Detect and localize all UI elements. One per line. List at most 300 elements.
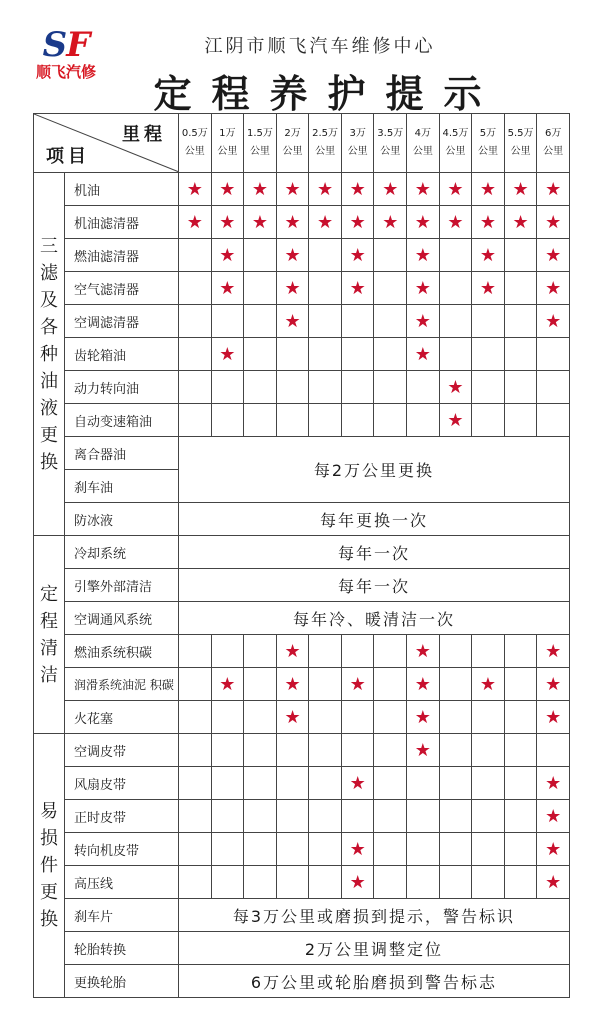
star-icon: ★	[219, 343, 236, 365]
table-row	[34, 668, 570, 701]
interval-note: 每年一次	[179, 569, 570, 602]
star-icon: ★	[545, 772, 562, 794]
schedule-cell	[374, 767, 407, 800]
schedule-cell	[537, 338, 570, 371]
table-row	[34, 767, 570, 800]
group-label: 三滤及各种油液更换	[40, 235, 58, 473]
mileage-unit: 公里	[347, 146, 368, 157]
schedule-cell	[407, 305, 440, 338]
schedule-cell	[341, 767, 374, 800]
schedule-cell	[439, 767, 472, 800]
schedule-cell	[537, 371, 570, 404]
schedule-cell	[244, 767, 277, 800]
item-label: 项目	[46, 146, 90, 167]
table-row	[34, 899, 570, 932]
schedule-cell	[374, 371, 407, 404]
mileage-column-header	[309, 114, 342, 173]
schedule-cell	[537, 734, 570, 767]
schedule-cell	[537, 305, 570, 338]
star-icon: ★	[284, 178, 301, 200]
schedule-cell	[504, 305, 537, 338]
schedule-cell	[472, 833, 505, 866]
star-icon: ★	[219, 178, 236, 200]
schedule-cell	[211, 866, 244, 899]
schedule-cell	[439, 734, 472, 767]
item-name: 空调滤清器	[65, 305, 179, 338]
company-name: 江阴市顺飞汽车维修中心	[204, 36, 436, 57]
schedule-cell	[211, 239, 244, 272]
schedule-cell	[244, 800, 277, 833]
schedule-cell	[309, 206, 342, 239]
table-row	[34, 734, 570, 767]
item-name: 机油	[65, 173, 179, 206]
schedule-cell	[374, 404, 407, 437]
star-icon: ★	[479, 277, 497, 299]
item-name: 引擎外部清洁	[65, 569, 179, 602]
mileage-unit: 公里	[249, 146, 270, 157]
interval-note: 每3万公里或磨损到提示，警告标识	[179, 899, 570, 932]
schedule-cell	[341, 701, 374, 734]
mileage-column-header	[537, 114, 570, 173]
schedule-cell	[504, 866, 537, 899]
schedule-cell	[276, 404, 309, 437]
item-name: 转向机皮带	[65, 833, 179, 866]
item-name: 刹车片	[65, 899, 179, 932]
schedule-cell	[211, 338, 244, 371]
schedule-cell	[309, 866, 342, 899]
schedule-cell	[537, 635, 570, 668]
schedule-cell	[309, 305, 342, 338]
item-name: 高压线	[65, 866, 179, 899]
schedule-cell	[309, 800, 342, 833]
star-icon: ★	[545, 277, 562, 299]
schedule-cell	[211, 272, 244, 305]
schedule-cell	[276, 371, 309, 404]
schedule-cell	[179, 371, 212, 404]
schedule-cell	[504, 206, 537, 239]
star-icon: ★	[186, 178, 203, 200]
schedule-cell	[472, 404, 505, 437]
schedule-cell	[504, 800, 537, 833]
schedule-cell	[407, 767, 440, 800]
mileage-column-header	[179, 114, 212, 173]
schedule-cell	[504, 239, 537, 272]
schedule-cell	[341, 305, 374, 338]
schedule-cell	[407, 635, 440, 668]
schedule-cell	[504, 767, 537, 800]
star-icon: ★	[545, 706, 562, 728]
mileage-value: 1万	[219, 128, 236, 139]
schedule-cell	[504, 371, 537, 404]
schedule-cell	[341, 239, 374, 272]
star-icon: ★	[284, 244, 301, 266]
schedule-cell	[211, 767, 244, 800]
star-icon: ★	[447, 409, 464, 431]
star-icon: ★	[219, 673, 236, 695]
table-row	[34, 503, 570, 536]
star-icon: ★	[479, 673, 497, 695]
star-icon: ★	[447, 376, 464, 398]
schedule-cell	[341, 833, 374, 866]
star-icon: ★	[479, 211, 497, 233]
schedule-cell	[179, 668, 212, 701]
star-icon: ★	[414, 673, 431, 695]
schedule-cell	[244, 734, 277, 767]
table-row	[34, 371, 570, 404]
star-icon: ★	[414, 178, 431, 200]
schedule-cell	[309, 701, 342, 734]
mileage-value: 5.5万	[507, 128, 534, 139]
schedule-cell	[439, 800, 472, 833]
star-icon: ★	[382, 211, 399, 233]
star-icon: ★	[512, 178, 529, 200]
table-row	[34, 635, 570, 668]
item-name: 燃油滤清器	[65, 239, 179, 272]
schedule-cell	[341, 404, 374, 437]
schedule-cell	[309, 371, 342, 404]
schedule-cell	[309, 272, 342, 305]
mileage-unit: 公里	[380, 146, 401, 157]
mileage-value: 2.5万	[312, 128, 339, 139]
item-name: 空调通风系统	[65, 602, 179, 635]
schedule-cell	[537, 272, 570, 305]
schedule-cell	[276, 668, 309, 701]
table-row	[34, 701, 570, 734]
interval-note: 每年更换一次	[179, 503, 570, 536]
item-name: 机油滤清器	[65, 206, 179, 239]
star-icon: ★	[414, 277, 431, 299]
schedule-cell	[472, 668, 505, 701]
star-icon: ★	[414, 310, 431, 332]
schedule-cell	[309, 404, 342, 437]
star-icon: ★	[414, 244, 431, 266]
star-icon: ★	[447, 211, 464, 233]
star-icon: ★	[251, 211, 269, 233]
mileage-header-row	[34, 114, 570, 173]
schedule-cell	[341, 800, 374, 833]
star-icon: ★	[284, 211, 301, 233]
schedule-cell	[472, 206, 505, 239]
item-name: 刹车油	[65, 470, 179, 503]
table-row	[34, 239, 570, 272]
table-row	[34, 965, 570, 998]
mileage-unit: 公里	[217, 146, 238, 157]
star-icon: ★	[284, 277, 301, 299]
star-icon: ★	[545, 805, 562, 827]
table-row	[34, 932, 570, 965]
schedule-cell	[374, 833, 407, 866]
schedule-cell	[341, 866, 374, 899]
schedule-cell	[179, 272, 212, 305]
schedule-cell	[309, 734, 342, 767]
schedule-cell	[439, 668, 472, 701]
schedule-cell	[276, 239, 309, 272]
table-row	[34, 404, 570, 437]
schedule-cell	[179, 701, 212, 734]
schedule-cell	[341, 734, 374, 767]
schedule-cell	[276, 338, 309, 371]
schedule-cell	[374, 668, 407, 701]
group-label-cell	[34, 173, 65, 536]
schedule-cell	[244, 833, 277, 866]
item-name: 齿轮箱油	[65, 338, 179, 371]
mileage-unit: 公里	[543, 146, 564, 157]
schedule-cell	[211, 833, 244, 866]
star-icon: ★	[545, 640, 562, 662]
star-icon: ★	[545, 871, 562, 893]
interval-note: 每年一次	[179, 536, 570, 569]
schedule-cell	[179, 866, 212, 899]
star-icon: ★	[414, 211, 431, 233]
schedule-cell	[244, 305, 277, 338]
mileage-value: 5万	[479, 128, 497, 139]
schedule-cell	[374, 338, 407, 371]
item-name: 轮胎转换	[65, 932, 179, 965]
schedule-cell	[179, 206, 212, 239]
schedule-cell	[407, 338, 440, 371]
schedule-cell	[309, 767, 342, 800]
group-label: 易损件更换	[40, 801, 58, 930]
schedule-cell	[341, 338, 374, 371]
schedule-cell	[537, 767, 570, 800]
mileage-column-header	[439, 114, 472, 173]
item-name: 火花塞	[65, 701, 179, 734]
schedule-cell	[374, 800, 407, 833]
mileage-column-header	[407, 114, 440, 173]
schedule-cell	[537, 206, 570, 239]
schedule-cell	[276, 833, 309, 866]
schedule-cell	[537, 173, 570, 206]
schedule-cell	[504, 833, 537, 866]
schedule-cell	[276, 305, 309, 338]
schedule-cell	[472, 173, 505, 206]
schedule-cell	[244, 668, 277, 701]
schedule-cell	[211, 206, 244, 239]
schedule-cell	[439, 866, 472, 899]
schedule-cell	[504, 734, 537, 767]
schedule-cell	[341, 173, 374, 206]
schedule-cell	[179, 338, 212, 371]
star-icon: ★	[545, 673, 562, 695]
schedule-cell	[211, 734, 244, 767]
schedule-cell	[407, 800, 440, 833]
schedule-cell	[472, 734, 505, 767]
schedule-body	[34, 173, 570, 998]
page-title: 定程养护提示	[153, 72, 502, 116]
star-icon: ★	[545, 178, 562, 200]
schedule-cell	[374, 305, 407, 338]
schedule-cell	[309, 833, 342, 866]
schedule-cell	[211, 635, 244, 668]
star-icon: ★	[545, 310, 562, 332]
schedule-cell	[439, 404, 472, 437]
schedule-cell	[504, 701, 537, 734]
item-name: 风扇皮带	[65, 767, 179, 800]
schedule-cell	[244, 371, 277, 404]
corner-header	[34, 114, 179, 173]
star-icon: ★	[479, 244, 497, 266]
schedule-cell	[472, 635, 505, 668]
item-name: 冷却系统	[65, 536, 179, 569]
logo-letter-s: S	[42, 25, 67, 65]
star-icon: ★	[317, 211, 334, 233]
schedule-cell	[439, 701, 472, 734]
star-icon: ★	[349, 178, 366, 200]
item-name: 动力转向油	[65, 371, 179, 404]
schedule-cell	[439, 272, 472, 305]
mileage-unit: 公里	[412, 146, 433, 157]
table-row	[34, 833, 570, 866]
schedule-cell	[244, 404, 277, 437]
table-row	[34, 437, 570, 470]
schedule-cell	[374, 701, 407, 734]
schedule-cell	[407, 734, 440, 767]
interval-note: 每年冷、暖清洁一次	[179, 602, 570, 635]
schedule-cell	[439, 239, 472, 272]
schedule-cell	[374, 206, 407, 239]
schedule-cell	[537, 668, 570, 701]
table-row	[34, 536, 570, 569]
mileage-unit: 公里	[184, 146, 205, 157]
schedule-cell	[537, 866, 570, 899]
schedule-cell	[407, 206, 440, 239]
schedule-cell	[472, 800, 505, 833]
schedule-cell	[504, 173, 537, 206]
schedule-cell	[407, 701, 440, 734]
schedule-cell	[276, 767, 309, 800]
star-icon: ★	[545, 211, 562, 233]
schedule-cell	[472, 305, 505, 338]
schedule-cell	[244, 338, 277, 371]
table-row	[34, 866, 570, 899]
schedule-cell	[537, 800, 570, 833]
schedule-cell	[179, 635, 212, 668]
mileage-value: 2万	[284, 128, 301, 139]
schedule-cell	[439, 206, 472, 239]
schedule-cell	[472, 701, 505, 734]
group-label: 定程清洁	[40, 583, 58, 686]
schedule-cell	[179, 239, 212, 272]
mileage-column-header	[504, 114, 537, 173]
logo-text: 顺飞汽修	[35, 63, 96, 81]
header	[0, 0, 600, 116]
schedule-cell	[276, 173, 309, 206]
schedule-cell	[179, 767, 212, 800]
item-name: 正时皮带	[65, 800, 179, 833]
schedule-cell	[276, 272, 309, 305]
schedule-cell	[211, 404, 244, 437]
schedule-cell	[211, 800, 244, 833]
star-icon: ★	[414, 706, 431, 728]
star-icon: ★	[251, 178, 269, 200]
schedule-cell	[309, 173, 342, 206]
schedule-cell	[341, 272, 374, 305]
schedule-cell	[407, 272, 440, 305]
schedule-cell	[244, 866, 277, 899]
star-icon: ★	[186, 211, 203, 233]
schedule-cell	[374, 635, 407, 668]
schedule-cell	[374, 239, 407, 272]
mileage-value: 3万	[349, 128, 366, 139]
star-icon: ★	[414, 640, 431, 662]
schedule-cell	[407, 668, 440, 701]
item-name: 更换轮胎	[65, 965, 179, 998]
schedule-cell	[407, 371, 440, 404]
star-icon: ★	[414, 343, 431, 365]
table-row	[34, 602, 570, 635]
schedule-cell	[472, 272, 505, 305]
star-icon: ★	[545, 244, 562, 266]
mileage-unit: 公里	[445, 146, 466, 157]
schedule-cell	[276, 800, 309, 833]
group-label-cell	[34, 536, 65, 734]
schedule-cell	[374, 734, 407, 767]
mileage-value: 4万	[414, 128, 432, 139]
schedule-cell	[374, 272, 407, 305]
schedule-cell	[472, 767, 505, 800]
schedule-cell	[309, 338, 342, 371]
schedule-cell	[407, 239, 440, 272]
schedule-cell	[211, 701, 244, 734]
schedule-cell	[244, 272, 277, 305]
schedule-cell	[341, 668, 374, 701]
schedule-cell	[504, 635, 537, 668]
star-icon: ★	[349, 772, 366, 794]
table-row	[34, 569, 570, 602]
schedule-cell	[179, 404, 212, 437]
schedule-cell	[179, 734, 212, 767]
schedule-cell	[309, 635, 342, 668]
star-icon: ★	[219, 244, 236, 266]
schedule-cell	[472, 338, 505, 371]
logo-letter-f: F	[66, 25, 90, 65]
item-name: 燃油系统积碳	[65, 635, 179, 668]
schedule-cell	[504, 338, 537, 371]
schedule-cell	[309, 239, 342, 272]
table-row	[34, 272, 570, 305]
item-name: 防冰液	[65, 503, 179, 536]
star-icon: ★	[317, 178, 334, 200]
star-icon: ★	[349, 673, 366, 695]
mileage-column-header	[244, 114, 277, 173]
star-icon: ★	[414, 739, 431, 761]
schedule-cell	[276, 635, 309, 668]
schedule-cell	[439, 635, 472, 668]
schedule-cell	[407, 833, 440, 866]
mileage-value: 0.5万	[181, 128, 208, 139]
interval-note: 6万公里或轮胎磨损到警告标志	[179, 965, 570, 998]
star-icon: ★	[545, 838, 562, 860]
mileage-value: 4.5万	[442, 128, 469, 139]
star-icon: ★	[349, 244, 366, 266]
schedule-cell	[537, 404, 570, 437]
schedule-cell	[504, 668, 537, 701]
schedule-cell	[211, 305, 244, 338]
mileage-unit: 公里	[315, 146, 336, 157]
schedule-cell	[439, 371, 472, 404]
item-name: 空气滤清器	[65, 272, 179, 305]
schedule-cell	[472, 866, 505, 899]
table-row	[34, 800, 570, 833]
table-row	[34, 305, 570, 338]
mileage-column-header	[374, 114, 407, 173]
schedule-cell	[211, 371, 244, 404]
schedule-cell	[537, 239, 570, 272]
schedule-cell	[537, 701, 570, 734]
table-row	[34, 338, 570, 371]
schedule-cell	[341, 371, 374, 404]
schedule-cell	[407, 173, 440, 206]
